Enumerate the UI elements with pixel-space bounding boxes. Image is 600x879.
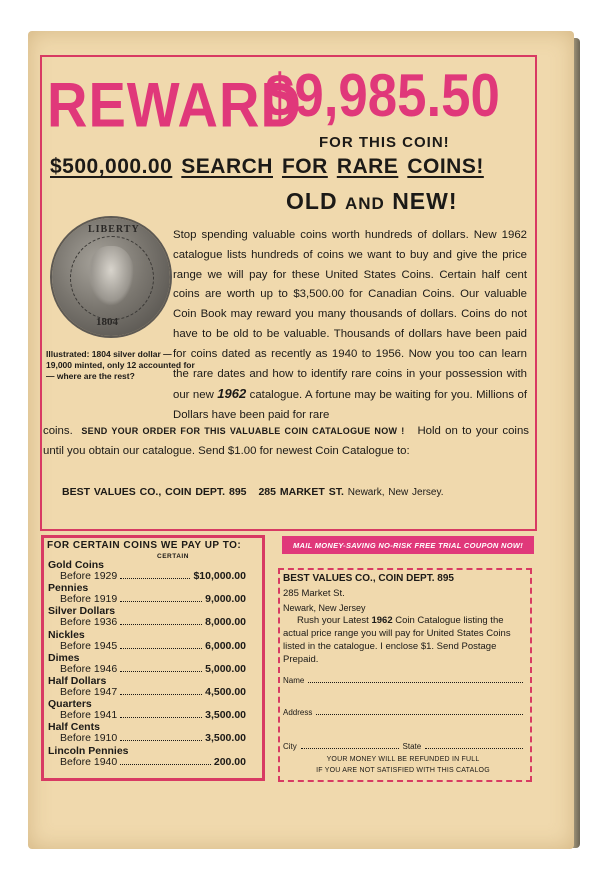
liberty-bust — [88, 246, 134, 306]
price-table-title: FOR CERTAIN COINS WE PAY UP TO: — [47, 540, 242, 551]
address-company: BEST VALUES CO., COIN DEPT. 895 — [62, 486, 247, 498]
coupon-street: 285 Market St. — [283, 588, 345, 599]
body-text-end: catalogue. A fortune may be waiting for you. Millions of Dollars have been paid for rare — [173, 389, 527, 422]
city-label: City — [283, 742, 297, 751]
price-amount: 4,500.00 — [205, 685, 246, 698]
price-item — [48, 605, 248, 628]
state-label: State — [402, 742, 422, 751]
order-caps: SEND YOUR ORDER FOR THIS VALUABLE COIN CATALOGUE NOW ! — [81, 426, 405, 436]
price-item — [48, 652, 248, 675]
order-start: coins. — [43, 425, 73, 437]
price-label: Before 1929 — [60, 570, 118, 582]
coin-caption: Illustrated: 1804 silver dollar — 19,000 minted, only 12 accounted for— where are the rest? — [46, 349, 195, 381]
price-row — [60, 663, 246, 675]
silver-dollar-coin-image — [52, 218, 170, 336]
name-field[interactable] — [283, 676, 523, 685]
satisfaction-note: IF YOU ARE NOT SATISFIED WITH THIS CATALOG — [316, 767, 490, 774]
price-row — [60, 756, 246, 768]
coin-year-text: 1804 — [96, 316, 118, 328]
price-category: Quarters — [48, 698, 92, 711]
price-leader-dots — [120, 600, 202, 602]
price-item — [48, 698, 248, 721]
price-amount: 3,500.00 — [205, 732, 246, 745]
search-rare: RARE — [336, 155, 399, 178]
price-item — [48, 721, 248, 744]
price-label: Before 1910 — [60, 732, 118, 745]
for-this-coin: FOR THIS COIN! — [319, 134, 450, 151]
search-headline — [50, 155, 520, 179]
price-row — [60, 686, 246, 698]
order-paragraph — [43, 422, 529, 462]
price-label: Before 1936 — [60, 616, 118, 629]
price-category: Lincoln Pennies — [48, 744, 129, 757]
name-label: Name — [283, 676, 305, 685]
price-leader-dots — [120, 670, 202, 672]
price-category: Nickles — [48, 628, 85, 641]
price-item — [48, 559, 248, 582]
price-leader-dots — [120, 763, 211, 765]
address-field[interactable] — [283, 708, 523, 717]
price-amount: 200.00 — [213, 755, 246, 768]
price-list — [48, 559, 248, 768]
price-amount: 6,000.00 — [205, 639, 246, 652]
search-word: SEARCH — [181, 155, 273, 178]
price-amount: 3,500.00 — [205, 709, 246, 722]
price-leader-dots — [120, 623, 202, 625]
coupon-msg-end: Coin Catalogue listing the actual price range you will pay for United States Coins listed in the catalogue. I enclose $1. Send Postage Prepaid. — [283, 615, 511, 665]
old-word: OLD — [286, 188, 338, 214]
coupon-city: Newark, New Jersey — [283, 603, 366, 613]
price-leader-dots — [120, 693, 202, 695]
old-and-new — [286, 188, 458, 215]
price-item — [48, 582, 248, 605]
price-leader-dots — [120, 716, 202, 718]
coupon-msg-year: 1962 — [371, 615, 393, 626]
price-leader-dots — [120, 739, 202, 741]
address-street: 285 MARKET ST. — [258, 486, 344, 498]
city-line[interactable] — [301, 747, 399, 749]
coupon-recipient: BEST VALUES CO., COIN DEPT. 895 — [283, 573, 454, 584]
new-word: NEW! — [392, 188, 458, 214]
price-label: Before 1947 — [60, 685, 118, 698]
search-coins: COINS! — [407, 155, 484, 178]
price-leader-dots — [120, 577, 190, 579]
search-for: FOR — [281, 155, 328, 178]
coupon-banner: MAIL MONEY-SAVING NO-RISK FREE TRIAL COUPON NOW! — [282, 536, 534, 554]
price-category: Half Dollars — [48, 674, 107, 687]
price-row — [60, 570, 246, 582]
reward-amount: $9,985.50 — [265, 62, 500, 129]
price-label: Before 1940 — [60, 755, 118, 768]
price-row — [60, 709, 246, 721]
price-category: Gold Coins — [48, 559, 104, 571]
coin-liberty-text: LIBERTY — [88, 224, 140, 235]
price-row — [60, 616, 246, 628]
body-year: 1962 — [217, 386, 247, 402]
coupon-msg-start: Rush your Latest — [297, 615, 369, 626]
address-line[interactable] — [316, 713, 523, 715]
price-leader-dots — [120, 647, 202, 649]
city-state-field[interactable] — [283, 742, 523, 751]
price-item — [48, 675, 248, 698]
address-label: Address — [283, 708, 313, 717]
price-amount: 9,000.00 — [205, 593, 246, 606]
price-item — [48, 629, 248, 652]
price-category: Dimes — [48, 651, 80, 664]
body-text-main: Stop spending valuable coins worth hundreds of dollars. New 1962 catalogue lists hundreds of coins we want to buy and give the price range we will pay for these United States Coins. Certain half cent coins are worth up to $3,500.00 for Canadian Coins. Our valuable Coin Book may reward you many thousands of dollars. Coins do not have to be old to be valuable. Thousands of dollars have been paid for coins dated as recently as 1940 to 1956. Now you too can learn the rare dates and how to identify rare coins in your possession with our new — [173, 229, 527, 402]
order-end: Hold on to your coins until you obtain our catalogue. Send $1.00 for newest Coin Catalogue to: — [43, 425, 529, 457]
state-line[interactable] — [425, 747, 523, 749]
search-amount: $500,000.00 — [50, 155, 173, 178]
reward-heading: REWARD — [47, 69, 302, 141]
price-category: Half Cents — [48, 721, 100, 734]
price-amount: 8,000.00 — [205, 616, 246, 629]
coupon-message — [283, 614, 523, 666]
price-label: Before 1946 — [60, 662, 118, 675]
and-word: AND — [344, 194, 385, 213]
name-line[interactable] — [308, 681, 523, 683]
price-category: Silver Dollars — [48, 605, 116, 618]
mailing-address — [62, 486, 444, 498]
price-row — [60, 640, 246, 652]
price-item — [48, 745, 248, 768]
price-amount: 5,000.00 — [205, 662, 246, 675]
price-table-subtitle: CERTAIN — [157, 553, 189, 560]
price-row — [60, 593, 246, 605]
price-label: Before 1945 — [60, 639, 118, 652]
price-label: Before 1941 — [60, 709, 118, 722]
price-row — [60, 732, 246, 744]
refund-note: YOUR MONEY WILL BE REFUNDED IN FULL — [326, 756, 480, 763]
price-amount: $10,000.00 — [193, 570, 246, 582]
price-category: Pennies — [48, 582, 89, 595]
body-paragraph — [173, 226, 527, 426]
address-city: Newark, New Jersey. — [347, 487, 444, 498]
price-label: Before 1919 — [60, 593, 118, 606]
